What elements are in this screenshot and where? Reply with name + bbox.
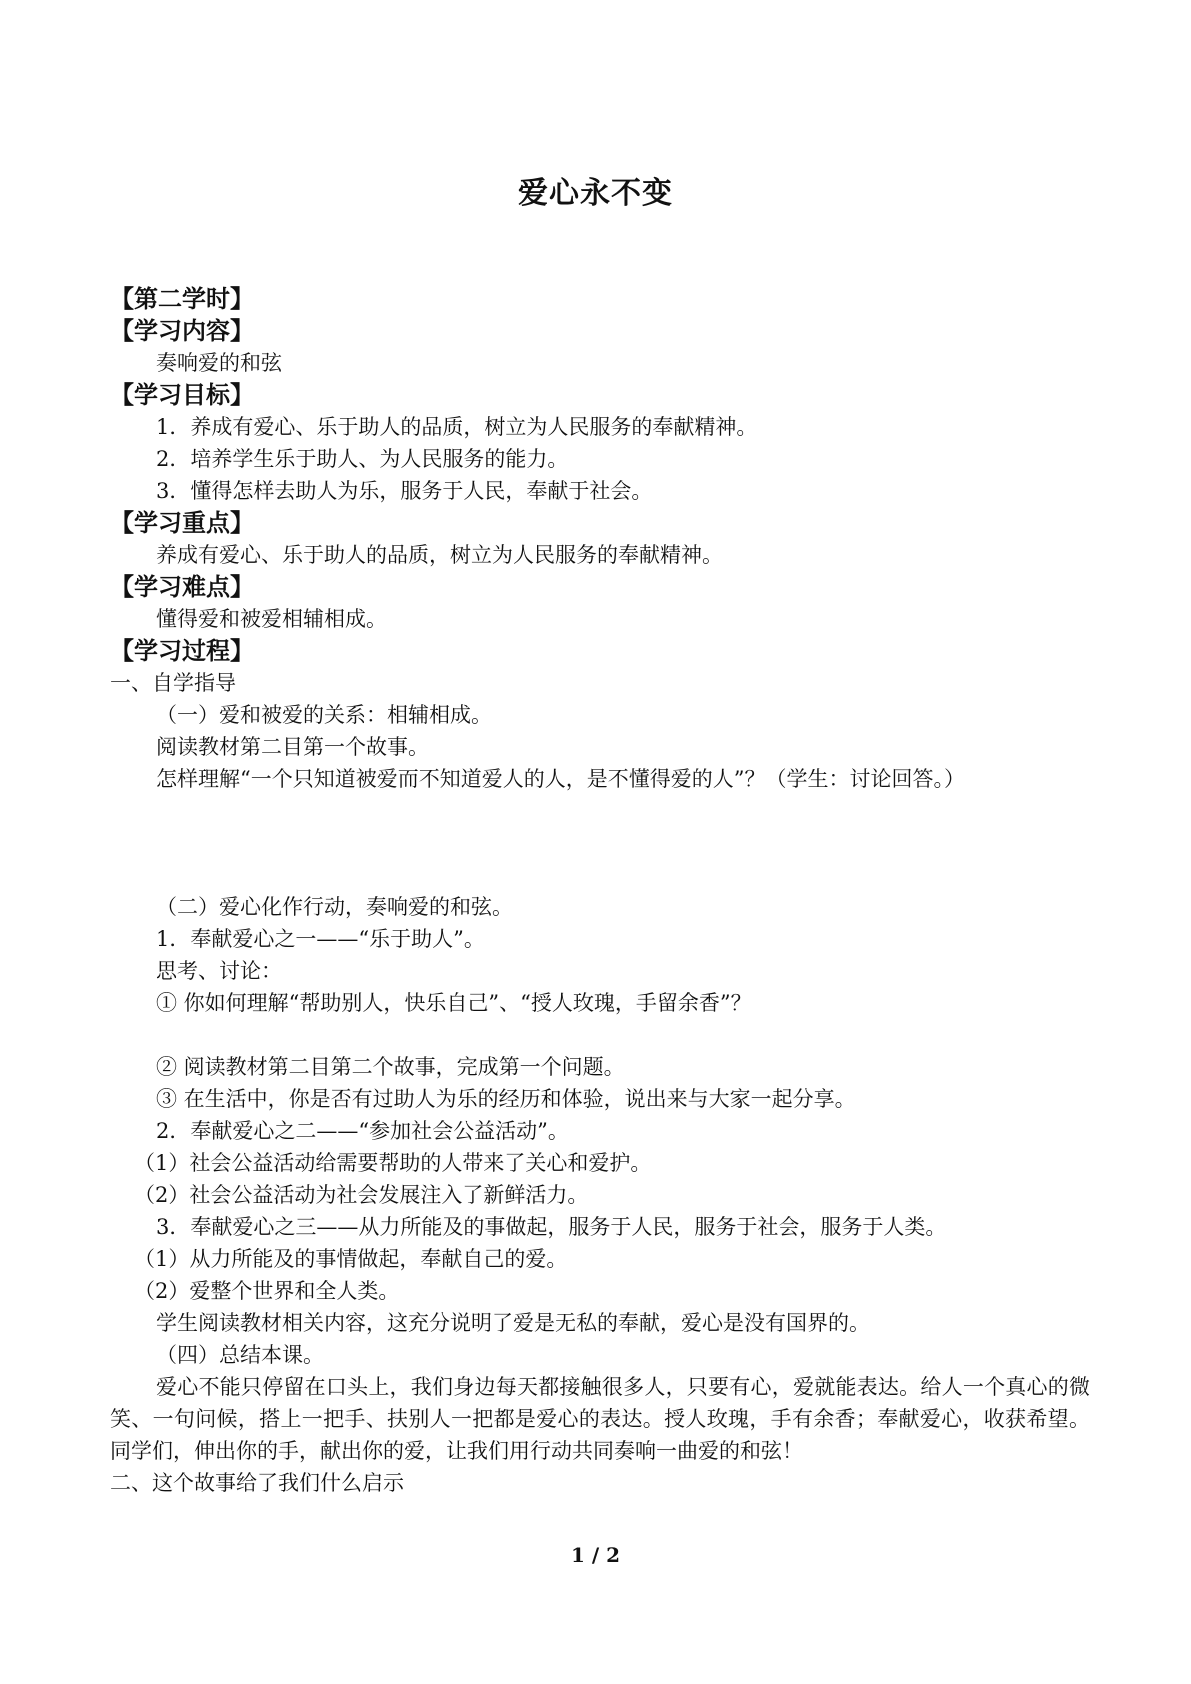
spacer <box>110 859 1090 891</box>
paragraph: 思考、讨论： <box>156 959 282 983</box>
spacer <box>110 1019 1090 1051</box>
section-self-study: 一、自学指导 <box>110 671 236 695</box>
discussion-item: ② 阅读教材第二目第二个故事，完成第一个问题。 <box>156 1055 625 1079</box>
goal-item: 3．懂得怎样去助人为乐，服务于人民，奉献于社会。 <box>156 479 653 503</box>
heading-content: 【学习内容】 <box>110 317 254 345</box>
list-item: （2）爱整个世界和全人类。 <box>134 1279 400 1303</box>
list-item: （1）社会公益活动给需要帮助的人带来了关心和爱护。 <box>134 1151 652 1175</box>
paragraph: （四）总结本课。 <box>156 1343 324 1367</box>
goal-item: 2．培养学生乐于助人、为人民服务的能力。 <box>156 447 569 471</box>
heading-lesson: 【第二学时】 <box>110 285 254 313</box>
difficulty-text: 懂得爱和被爱相辅相成。 <box>156 607 387 631</box>
paragraph: （一）爱和被爱的关系：相辅相成。 <box>156 703 492 727</box>
spacer <box>110 795 1090 859</box>
paragraph: 阅读教材第二目第一个故事。 <box>156 735 429 759</box>
page-number: 1 / 2 <box>570 1543 621 1567</box>
heading-key-point: 【学习重点】 <box>110 509 254 537</box>
list-item: （1）从力所能及的事情做起，奉献自己的爱。 <box>134 1247 568 1271</box>
heading-goals: 【学习目标】 <box>110 381 254 409</box>
document-body <box>110 283 1090 1499</box>
paragraph: 1．奉献爱心之一——“乐于助人”。 <box>156 927 485 951</box>
summary-paragraph: 爱心不能只停留在口头上，我们身边每天都接触很多人，只要有心，爱就能表达。给人一个真心的微笑、一句问候，搭上一把手、扶别人一把都是爱心的表达。授人玫瑰，手有余香；奉献爱心，收获希望。同学们，伸出你的手，献出你的爱，让我们用行动共同奏响一曲爱的和弦！ <box>110 1375 1090 1463</box>
discussion-item: ③ 在生活中，你是否有过助人为乐的经历和体验，说出来与大家一起分享。 <box>156 1087 856 1111</box>
heading-process: 【学习过程】 <box>110 637 254 665</box>
heading-difficulty: 【学习难点】 <box>110 573 254 601</box>
paragraph: 怎样理解“一个只知道被爱而不知道爱人的人，是不懂得爱的人”？（学生：讨论回答。） <box>156 767 965 791</box>
content-text: 奏响爱的和弦 <box>156 351 282 375</box>
section-inspiration: 二、这个故事给了我们什么启示 <box>110 1471 404 1495</box>
key-point-text: 养成有爱心、乐于助人的品质，树立为人民服务的奉献精神。 <box>156 543 723 567</box>
discussion-item: ① 你如何理解“帮助别人，快乐自己”、“授人玫瑰，手留余香”？ <box>156 991 752 1015</box>
paragraph: 3．奉献爱心之三——从力所能及的事做起，服务于人民，服务于社会，服务于人类。 <box>156 1215 947 1239</box>
list-item: （2）社会公益活动为社会发展注入了新鲜活力。 <box>134 1183 589 1207</box>
paragraph: 2．奉献爱心之二——“参加社会公益活动”。 <box>156 1119 569 1143</box>
goal-item: 1．养成有爱心、乐于助人的品质，树立为人民服务的奉献精神。 <box>156 415 758 439</box>
paragraph: 学生阅读教材相关内容，这充分说明了爱是无私的奉献，爱心是没有国界的。 <box>156 1311 870 1335</box>
paragraph: （二）爱心化作行动，奏响爱的和弦。 <box>156 895 513 919</box>
document-title: 爱心永不变 <box>518 176 673 211</box>
